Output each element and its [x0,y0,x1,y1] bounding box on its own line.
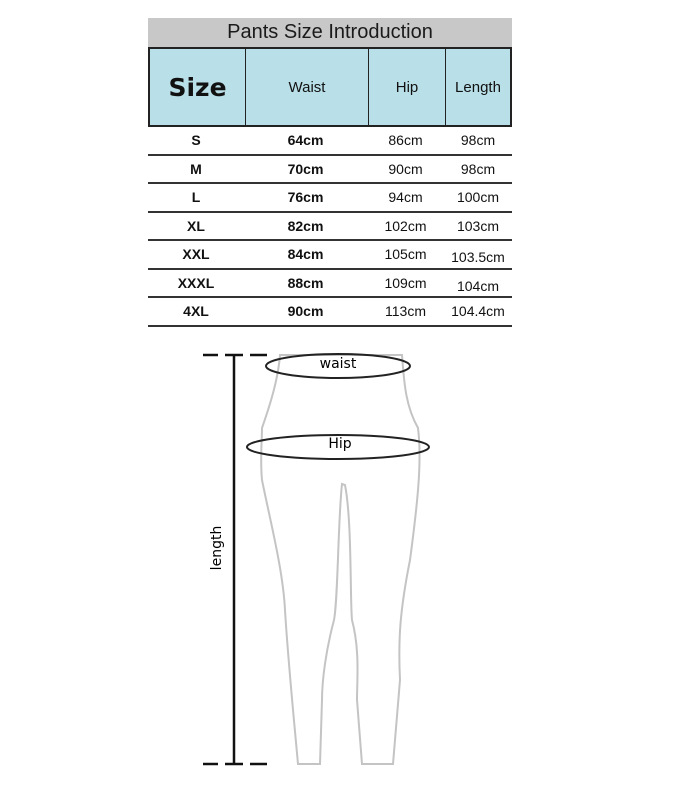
cell-hip: 113cm [385,303,426,320]
cell-size: XL [187,217,205,234]
cell-waist: 64cm [287,132,324,149]
cell-size: L [191,189,201,206]
cell-waist: 90cm [287,303,324,320]
cell-length: 104.4cm [451,303,505,320]
header-hip: Hip [369,49,446,125]
cell-length: 98cm [460,160,496,177]
cell-waist: 76cm [287,189,324,206]
header-size: Size [150,49,246,125]
cell-size: S [191,132,201,149]
cell-length: 103cm [456,217,500,234]
cell-size: XXL [182,246,210,263]
cell-size: XXXL [177,274,215,291]
cell-hip: 90cm [388,160,423,177]
cell-length: 103.5cm [451,249,505,266]
cell-waist: 70cm [287,160,324,177]
cell-hip: 86cm [388,132,423,149]
cell-waist: 84cm [287,246,324,263]
cell-length: 100cm [456,189,500,206]
cell-hip: 105cm [384,246,427,263]
cell-size: M [190,160,202,177]
length-label: length [209,525,225,571]
pants-outline [261,355,419,764]
cell-hip: 94cm [388,189,423,206]
header-waist: Waist [246,49,369,125]
header-length: Length [455,78,501,96]
table-title: Pants Size Introduction [148,18,512,47]
cell-length: 104cm [456,277,500,294]
hip-label: Hip [328,436,352,452]
cell-waist: 82cm [287,217,324,234]
cell-waist: 88cm [287,274,324,291]
cell-hip: 102cm [384,217,427,234]
cell-length: 98cm [460,132,496,149]
cell-hip: 109cm [384,274,427,291]
waist-label: waist [319,356,357,372]
cell-size: 4XL [183,303,209,320]
